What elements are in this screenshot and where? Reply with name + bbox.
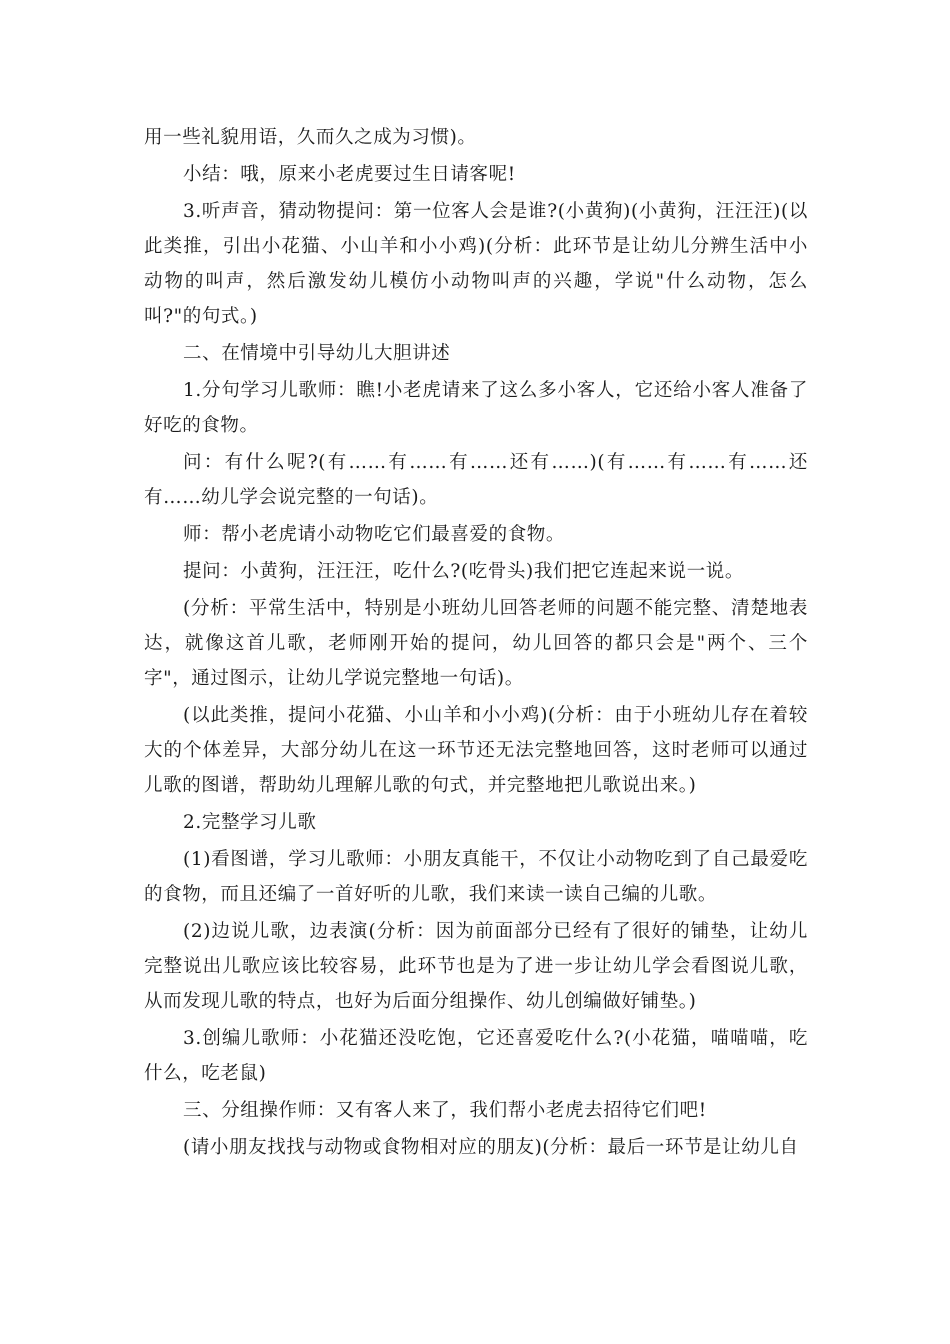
paragraph: (2)边说儿歌，边表演(分析：因为前面部分已经有了很好的铺垫，让幼儿完整说出儿歌应该比较容易，此环节也是为了进一步让幼儿学会看图说儿歌，从而发现儿歌的特点，也好为后面分组操作、幼儿创编做好铺垫。) [144, 921, 808, 1012]
paragraph: (以此类推，提问小花猫、小山羊和小小鸡)(分析：由于小班幼儿存在着较大的个体差异，大部分幼儿在这一环节还无法完整地回答，这时老师可以通过儿歌的图谱，帮助幼儿理解儿歌的句式，并完整地把儿歌说出来。) [144, 705, 808, 796]
paragraph: 3.听声音，猜动物提问：第一位客人会是谁?(小黄狗)(小黄狗，汪汪汪)(以此类推，引出小花猫、小山羊和小小鸡)(分析：此环节是让幼儿分辨生活中小动物的叫声，然后激发幼儿模仿小动物叫声的兴趣，学说"什么动物，怎么叫?"的句式。) [144, 201, 808, 327]
paragraph: (1)看图谱，学习儿歌师：小朋友真能干，不仅让小动物吃到了自己最爱吃的食物，而且还编了一首好听的儿歌，我们来读一读自己编的儿歌。 [144, 849, 808, 905]
paragraph: 小结：哦，原来小老虎要过生日请客呢! [183, 164, 516, 185]
paragraph: 3.创编儿歌师：小花猫还没吃饱，它还喜爱吃什么?(小花猫，喵喵喵，吃什么，吃老鼠) [144, 1028, 808, 1084]
section-heading: 三、分组操作师：又有客人来了，我们帮小老虎去招待它们吧! [183, 1100, 707, 1121]
paragraph: 师：帮小老虎请小动物吃它们最喜爱的食物。 [183, 524, 566, 545]
document-body [144, 120, 808, 1167]
paragraph: (分析：平常生活中，特别是小班幼儿回答老师的问题不能完整、清楚地表达，就像这首儿歌，老师刚开始的提问，幼儿回答的都只会是"两个、三个字"，通过图示，让幼儿学说完整地一句话)。 [144, 598, 808, 689]
section-heading: 二、在情境中引导幼儿大胆讲述 [183, 343, 451, 364]
paragraph: 提问：小黄狗，汪汪汪，吃什么?(吃骨头)我们把它连起来说一说。 [183, 561, 744, 582]
paragraph: 用一些礼貌用语，久而久之成为习惯)。 [144, 127, 477, 148]
paragraph: 1.分句学习儿歌师：瞧!小老虎请来了这么多小客人，它还给小客人准备了好吃的食物。 [144, 380, 808, 436]
paragraph: 问：有什么呢?(有……有……有……还有……)(有……有……有……还有……幼儿学会说完整的一句话)。 [144, 452, 808, 508]
paragraph: (请小朋友找找与动物或食物相对应的朋友)(分析：最后一环节是让幼儿自 [183, 1137, 799, 1158]
subsection-heading: 2.完整学习儿歌 [183, 812, 317, 833]
